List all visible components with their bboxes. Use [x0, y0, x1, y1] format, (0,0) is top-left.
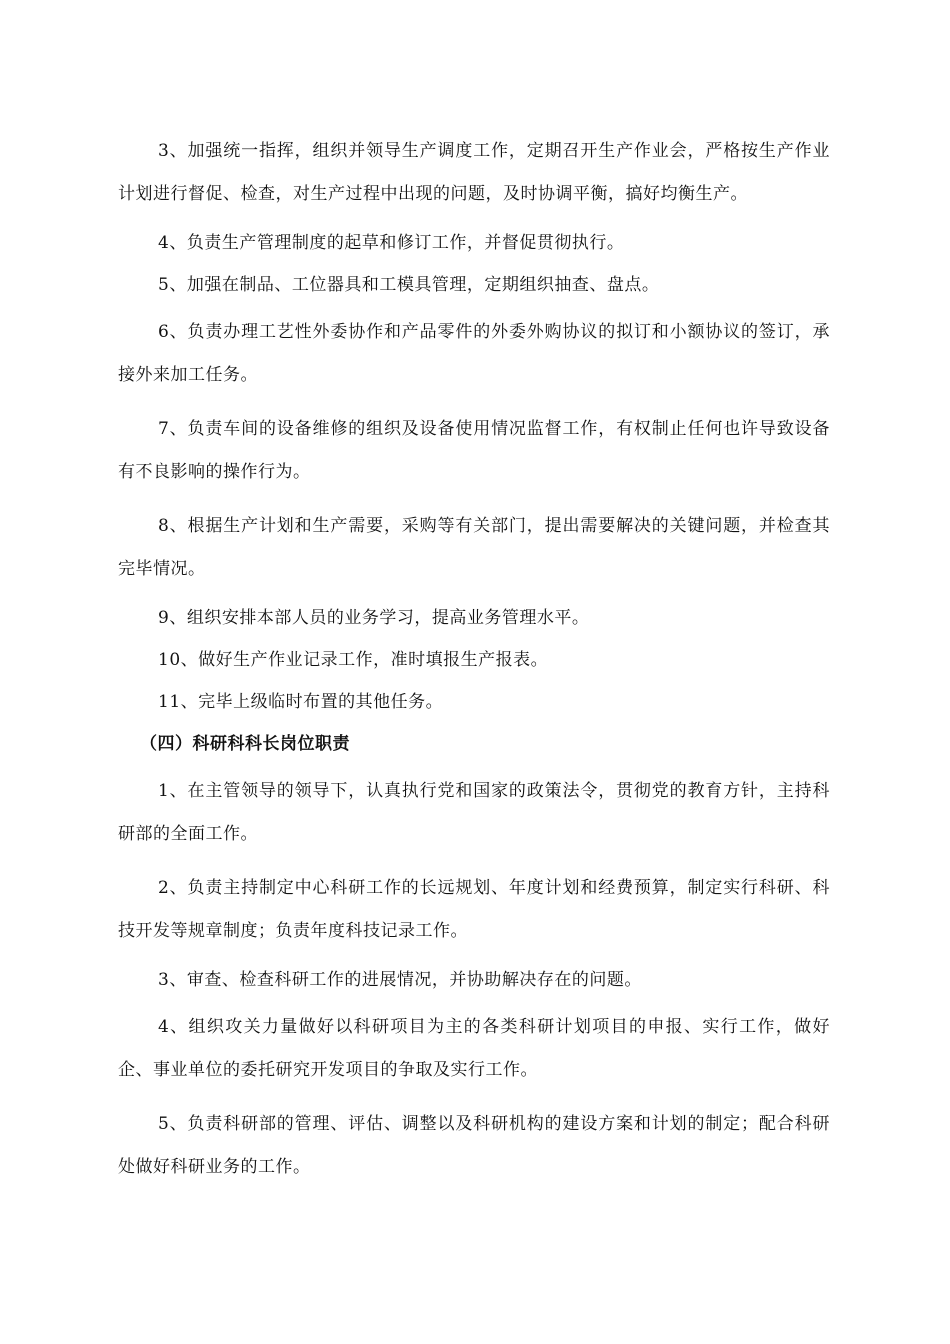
research-paragraph-item-1: 1、在主管领导的领导下，认真执行党和国家的政策法令，贯彻党的教育方针，主持科研部的全面工作。	[118, 781, 830, 844]
research-paragraph-item-5: 5、负责科研部的管理、评估、调整以及科研机构的建设方案和计划的制定；配合科研处做好科研业务的工作。	[118, 1114, 830, 1177]
paragraph-item-5: 5、加强在制品、工位器具和工模具管理，定期组织抽查、盘点。	[158, 275, 660, 295]
research-paragraph-item-4: 4、组织攻关力量做好以科研项目为主的各类科研计划项目的申报、实行工作，做好企、事业单位的委托研究开发项目的争取及实行工作。	[118, 1017, 830, 1080]
document-body	[118, 130, 830, 1200]
paragraph-item-10: 10、做好生产作业记录工作，准时填报生产报表。	[158, 650, 549, 670]
paragraph-item-6: 6、负责办理工艺性外委协作和产品零件的外委外购协议的拟订和小额协议的签订，承接外来加工任务。	[118, 322, 830, 385]
paragraph-item-3: 3、加强统一指挥，组织并领导生产调度工作，定期召开生产作业会，严格按生产作业计划进行督促、检查，对生产过程中出现的问题，及时协调平衡，搞好均衡生产。	[118, 141, 830, 204]
paragraph-item-8: 8、根据生产计划和生产需要，采购等有关部门，提出需要解决的关键问题，并检查其完毕情况。	[118, 516, 830, 579]
paragraph-item-7: 7、负责车间的设备维修的组织及设备使用情况监督工作，有权制止任何也许导致设备有不良影响的操作行为。	[118, 419, 830, 482]
section-heading: （四）科研科科长岗位职责	[140, 734, 350, 754]
research-paragraph-item-2: 2、负责主持制定中心科研工作的长远规划、年度计划和经费预算，制定实行科研、科技开发等规章制度；负责年度科技记录工作。	[118, 878, 830, 941]
paragraph-item-9: 9、组织安排本部人员的业务学习，提高业务管理水平。	[158, 608, 590, 628]
paragraph-item-4: 4、负责生产管理制度的起草和修订工作，并督促贯彻执行。	[158, 233, 625, 253]
research-paragraph-item-3: 3、审查、检查科研工作的进展情况，并协助解决存在的问题。	[158, 970, 642, 990]
paragraph-item-11: 11、完毕上级临时布置的其他任务。	[158, 692, 444, 712]
